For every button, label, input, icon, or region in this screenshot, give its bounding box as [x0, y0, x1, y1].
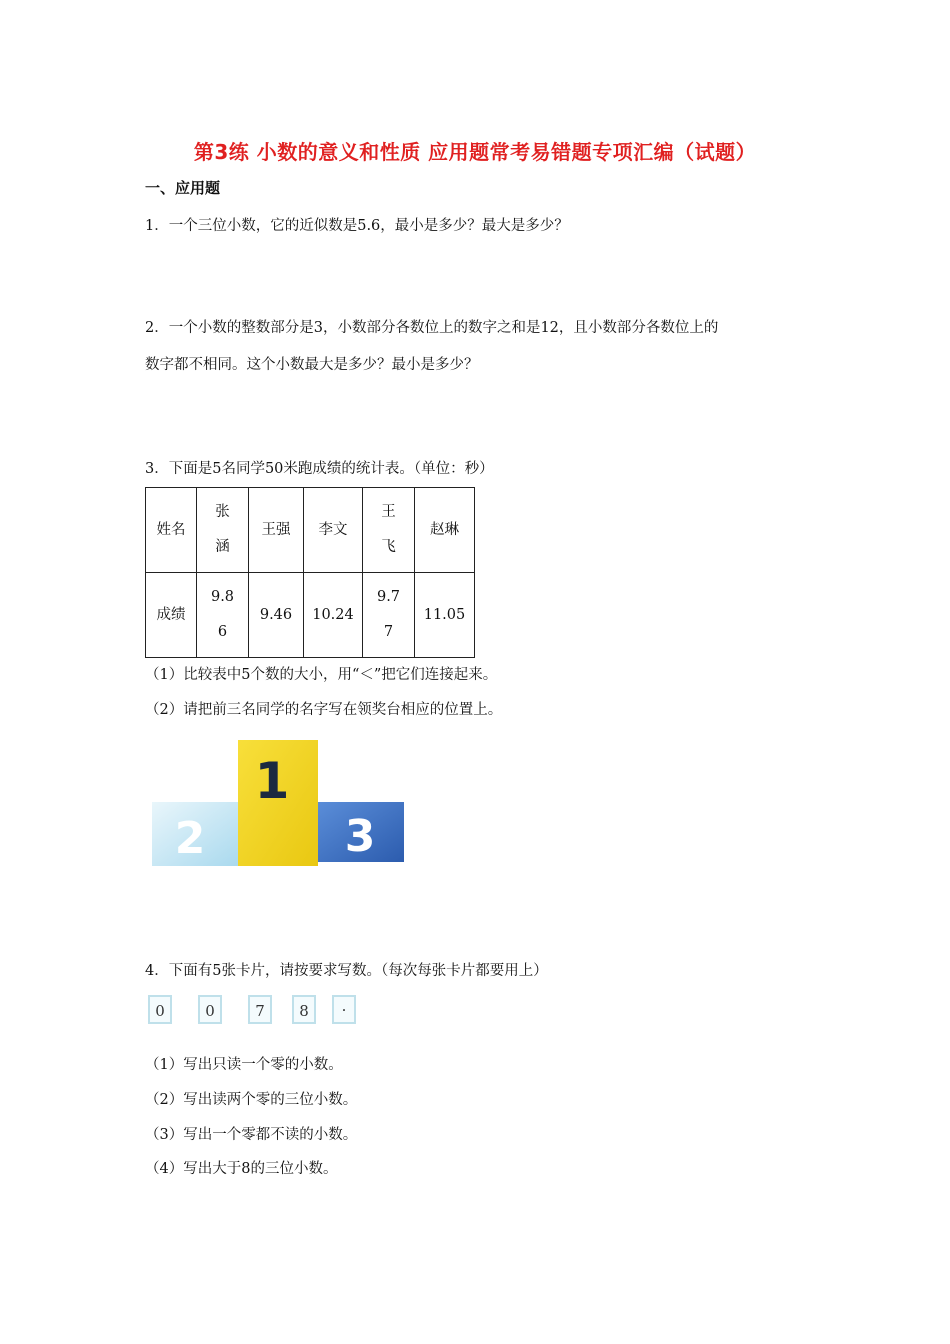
card-text: 7 [255, 1002, 265, 1020]
question-3-sub-2: （2）请把前三名同学的名字写在领奖台相应的位置上。 [145, 702, 503, 718]
question-4-sub-4: （4）写出大于8的三位小数。 [145, 1161, 338, 1177]
score-cell-line: 9.46 [259, 606, 293, 623]
question-3: 3．下面是5名同学50米跑成绩的统计表。（单位：秒） [145, 461, 494, 477]
card-0 [149, 996, 171, 1023]
score-cell [415, 573, 475, 658]
question-2-line-2: 数字都不相同。这个小数最大是多少？最小是多少？ [145, 357, 479, 373]
podium-label-3: 3 [344, 811, 376, 862]
podium-image [150, 738, 405, 868]
name-cell [249, 488, 304, 573]
card-1 [199, 996, 221, 1023]
score-cell [363, 573, 415, 658]
question-4: 4．下面有5张卡片，请按要求写数。（每次每张卡片都要用上） [145, 963, 548, 979]
name-cell-line: 李文 [318, 521, 348, 538]
score-cell-line: 11.05 [423, 606, 466, 623]
card-text: 0 [205, 1002, 215, 1020]
name-cell [363, 488, 415, 573]
card-text: 8 [299, 1002, 309, 1020]
podium-second-place [152, 802, 240, 866]
question-1: 1．一个三位小数，它的近似数是5.6，最小是多少？最大是多少？ [145, 218, 569, 234]
row-header-score: 成绩 [146, 573, 197, 658]
card-3 [293, 996, 315, 1023]
name-cell-line: 王强 [261, 521, 291, 538]
name-cell-line: 赵琳 [430, 521, 459, 538]
name-cell [197, 488, 249, 573]
podium-third-place [316, 802, 404, 862]
card-4 [333, 996, 355, 1023]
name-cell-line: 王 [381, 504, 396, 520]
score-cell [304, 573, 363, 658]
section-heading: 一、应用题 [145, 179, 221, 197]
card-2 [249, 996, 271, 1023]
name-cell [415, 488, 475, 573]
score-cell-line: 9.7 [376, 589, 401, 605]
podium-first-place [238, 740, 318, 866]
table-row-names [146, 488, 475, 573]
question-4-sub-3: （3）写出一个零都不读的小数。 [145, 1127, 358, 1143]
score-cell-line: 9.8 [210, 589, 235, 605]
score-table [145, 487, 475, 658]
score-cell-line: 6 [217, 624, 228, 640]
name-cell-line: 张 [215, 504, 230, 520]
name-cell-line: 飞 [381, 539, 396, 555]
podium-label-1: 1 [254, 752, 290, 810]
card-text: 0 [155, 1002, 165, 1020]
card-text: · [341, 1001, 347, 1019]
score-cell-line: 10.24 [312, 606, 354, 623]
question-4-sub-2: （2）写出读两个零的三位小数。 [145, 1092, 358, 1108]
question-3-sub-1: （1）比较表中5个数的大小，用“＜”把它们连接起来。 [145, 667, 498, 683]
podium-label-2: 2 [174, 813, 206, 864]
name-cell-line: 涵 [215, 539, 230, 555]
score-cell [197, 573, 249, 658]
score-cell [249, 573, 304, 658]
row-header-name: 姓名 [146, 488, 197, 573]
name-cell [304, 488, 363, 573]
page-title: 第3练 小数的意义和性质 应用题常考易错题专项汇编（试题） [193, 140, 757, 164]
table-row-scores [146, 573, 475, 658]
number-cards [147, 993, 362, 1027]
question-4-sub-1: （1）写出只读一个零的小数。 [145, 1057, 343, 1073]
question-2-line-1: 2．一个小数的整数部分是3，小数部分各数位上的数字之和是12，且小数部分各数位上的 [145, 320, 719, 336]
score-cell-line: 7 [383, 624, 394, 640]
